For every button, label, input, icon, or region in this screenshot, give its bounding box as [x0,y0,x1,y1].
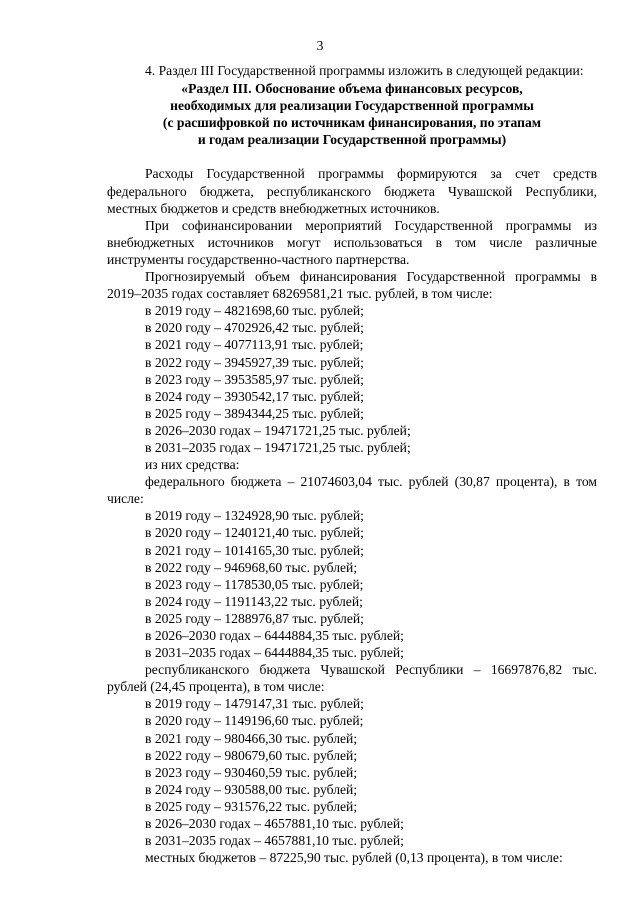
list-item: в 2031–2035 годах – 19471721,25 тыс. рублей; [145,439,411,455]
list-item: в 2020 году – 1240121,40 тыс. рублей; [145,525,364,541]
heading-line: необходимых для реализации Государственной программы [170,98,534,114]
list-item: в 2021 году – 4077113,91 тыс. рублей; [145,337,364,353]
list-item: в 2020 году – 1149196,60 тыс. рублей; [145,713,364,729]
paragraph-expenses: Расходы Государственной программы формируются за счет средств федерального бюджета, республиканского бюджета Чувашской Республики, местных бюджетов и средств внебюджетных источников. [107,166,597,216]
heading-line: «Раздел III. Обоснование объема финансовых ресурсов, [181,81,523,97]
list-item: в 2022 году – 3945927,39 тыс. рублей; [145,354,364,370]
document-body [107,62,597,866]
list-item: в 2021 году – 980466,30 тыс. рублей; [145,730,358,746]
republic-years-list [107,695,597,849]
list-item: в 2025 году – 931576,22 тыс. рублей; [145,798,358,814]
republic-budget-header: республиканского бюджета Чувашской Республики – 16697876,82 тыс. рублей (24,45 процента), в том числе: [107,662,597,695]
intro-paragraph: 4. Раздел III Государственной программы изложить в следующей редакции: [145,63,584,78]
section-heading [107,80,597,148]
federal-years-list [107,507,597,661]
federal-budget-header: федерального бюджета – 21074603,04 тыс. рублей (30,87 процента), в том числе: [107,474,597,507]
heading-line: (с расшифровкой по источникам финансирования, по этапам [162,115,542,131]
list-item: в 2023 году – 1178530,05 тыс. рублей; [145,576,364,592]
list-item: в 2025 году – 1288976,87 тыс. рублей; [145,610,364,626]
list-item: в 2022 году – 980679,60 тыс. рублей; [145,747,358,763]
list-item: в 2021 году – 1014165,30 тыс. рублей; [145,542,364,558]
list-item: в 2024 году – 930588,00 тыс. рублей; [145,781,358,797]
list-item: в 2026–2030 годах – 4657881,10 тыс. рублей; [145,816,404,832]
paragraph-cofinancing: При софинансировании мероприятий Государственной программы из внебюджетных источников могут использоваться в том числе различные инструменты государственно-частного партнерства. [107,217,597,267]
page-number: 3 [316,38,324,53]
paragraph-forecast: Прогнозируемый объем финансирования Государственной программы в 2019–2035 годах составляет 68269581,21 тыс. рублей, в том числе: [107,269,597,302]
list-item: в 2020 году – 4702926,42 тыс. рублей; [145,320,364,336]
of-them-line: из них средства: [145,457,240,473]
list-item: в 2031–2035 годах – 4657881,10 тыс. рублей; [145,833,404,849]
list-item: в 2023 году – 3953585,97 тыс. рублей; [145,371,364,387]
list-item: в 2026–2030 годах – 19471721,25 тыс. рублей; [145,422,411,438]
local-budget-header: местных бюджетов – 87225,90 тыс. рублей (0,13 процента), в том числе: [145,850,563,866]
total-years-list [107,302,597,456]
list-item: в 2019 году – 4821698,60 тыс. рублей; [145,303,364,319]
list-item: в 2024 году – 3930542,17 тыс. рублей; [145,388,364,404]
list-item: в 2023 году – 930460,59 тыс. рублей; [145,764,358,780]
list-item: в 2022 году – 946968,60 тыс. рублей; [145,559,358,575]
list-item: в 2019 году – 1324928,90 тыс. рублей; [145,508,364,524]
list-item: в 2019 году – 1479147,31 тыс. рублей; [145,696,364,712]
list-item: в 2026–2030 годах – 6444884,35 тыс. рублей; [145,628,404,643]
list-item: в 2031–2035 годах – 6444884,35 тыс. рублей; [145,645,404,661]
list-item: в 2025 году – 3894344,25 тыс. рублей; [145,405,364,421]
heading-line: и годам реализации Государственной программы) [197,132,507,148]
list-item: в 2024 году – 1191143,22 тыс. рублей; [145,593,363,609]
